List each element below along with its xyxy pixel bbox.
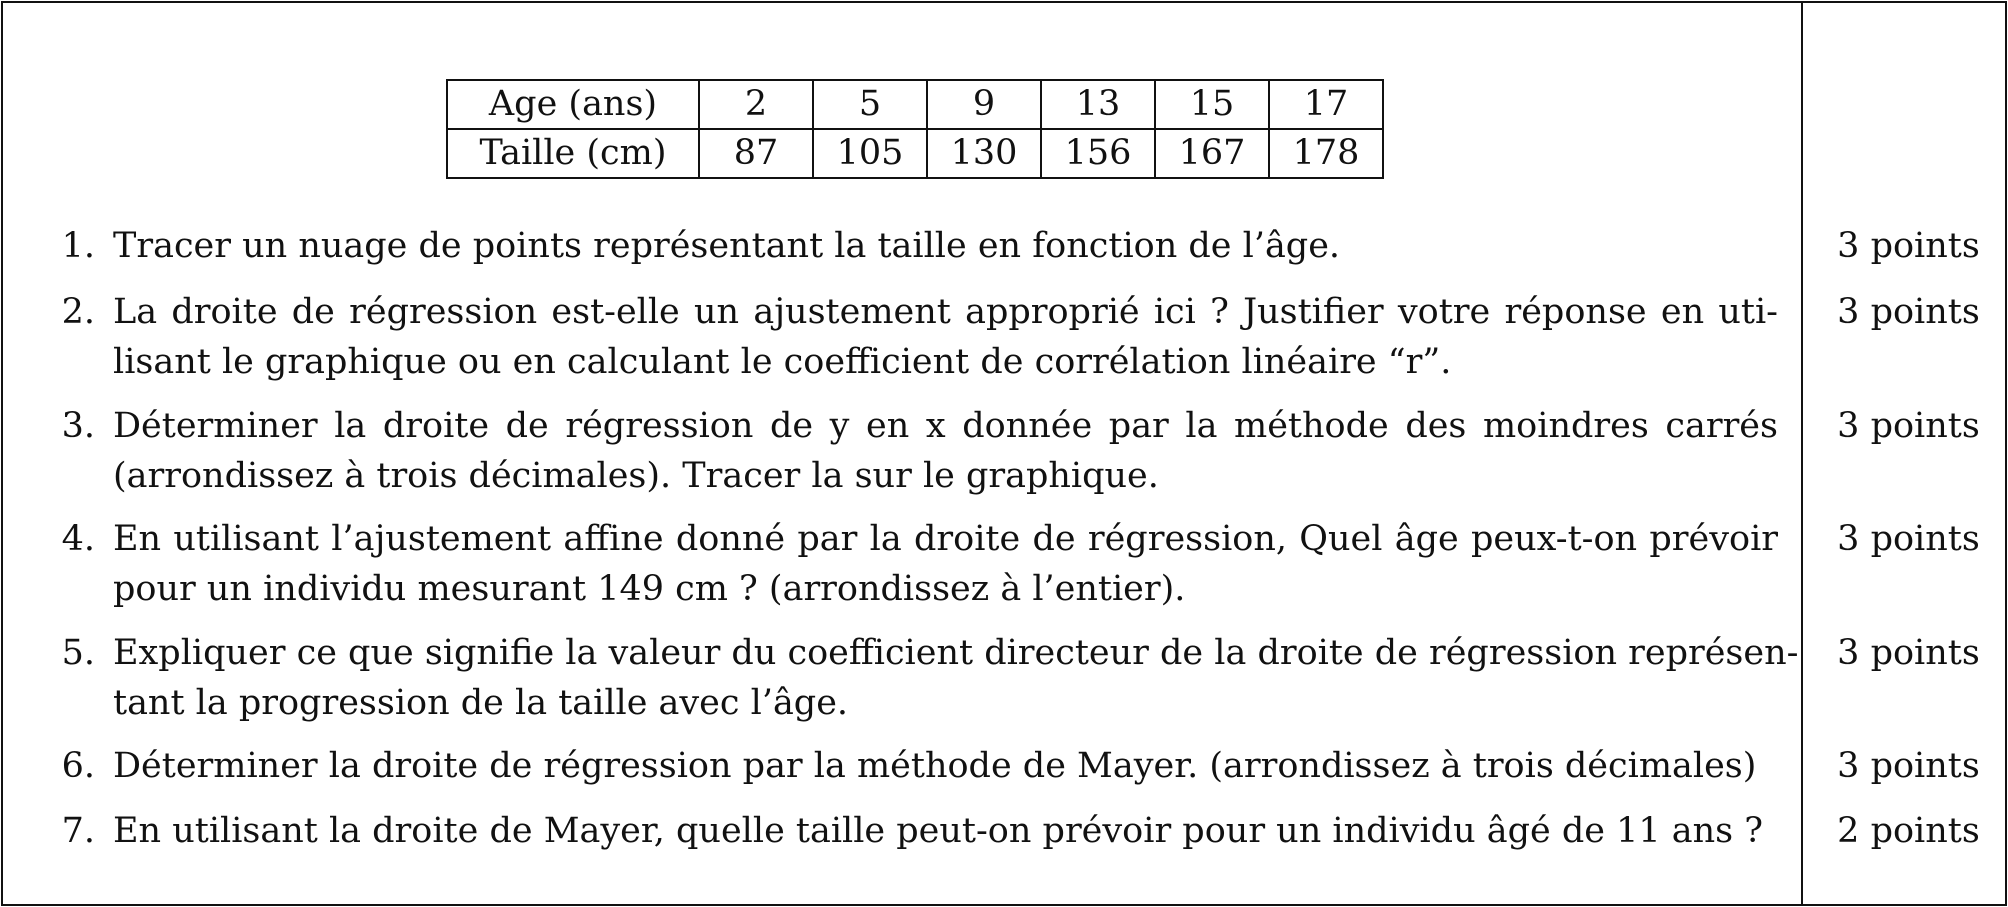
question-text: En utilisant la droite de Mayer, quelle taille peut-on prévoir pour un individu âgé de 11 ans ? [113,811,1764,851]
height-cell: 156 [1041,129,1155,178]
question-number: 7. [61,811,95,851]
question-2-points: 3 points [1837,292,1980,332]
question-text: Tracer un nuage de points représentant la taille en fonction de l’âge. [113,226,1341,266]
question-text [113,514,1778,614]
height-row [447,129,1383,178]
question-text-line: Déterminer la droite de régression de y en x donnée par la méthode des moindres carrés [113,406,1778,446]
question-text-line: (arrondissez à trois décimales). Tracer la sur le graphique. [113,456,1159,496]
height-cell: 87 [699,129,813,178]
age-cell: 5 [813,80,927,129]
question-1-points: 3 points [1837,226,1980,266]
question-3-points: 3 points [1837,406,1980,446]
question-text [113,628,1799,728]
age-height-table [446,79,1384,179]
height-cell: 130 [927,129,1041,178]
age-cell: 15 [1155,80,1269,129]
question-number: 1. [61,226,95,266]
question-text-line: pour un individu mesurant 149 cm ? (arrondissez à l’entier). [113,569,1186,609]
question-text-line: Expliquer ce que signifie la valeur du coefficient directeur de la droite de régression représen- [113,633,1799,673]
question-number: 3. [61,406,95,446]
question-text: Déterminer la droite de régression par la méthode de Mayer. (arrondissez à trois décimales) [113,746,1757,786]
question-6-points: 3 points [1837,746,1980,786]
points-column-divider [1801,3,1803,904]
exercise-frame [1,1,2007,906]
question-text [113,401,1778,501]
height-cell: 178 [1269,129,1383,178]
age-row [447,80,1383,129]
question-text-line: La droite de régression est-elle un ajustement approprié ici ? Justifier votre réponse en uti- [113,292,1778,332]
question-4-points: 3 points [1837,519,1980,559]
height-cell: 167 [1155,129,1269,178]
age-cell: 2 [699,80,813,129]
question-text-line: lisant le graphique ou en calculant le coefficient de corrélation linéaire “r”. [113,342,1452,382]
age-cell: 17 [1269,80,1383,129]
question-text [113,287,1778,387]
question-number: 4. [61,519,95,559]
question-7-points: 2 points [1837,811,1980,851]
question-number: 5. [61,633,95,673]
age-row-label: Age (ans) [447,80,699,129]
question-5-points: 3 points [1837,633,1980,673]
question-text-line: tant la progression de la taille avec l’âge. [113,683,849,723]
age-cell: 9 [927,80,1041,129]
height-row-label: Taille (cm) [447,129,699,178]
height-cell: 105 [813,129,927,178]
question-number: 2. [61,292,95,332]
question-number: 6. [61,746,95,786]
age-cell: 13 [1041,80,1155,129]
question-text-line: En utilisant l’ajustement affine donné par la droite de régression, Quel âge peux-t-on prévoir [113,519,1778,559]
